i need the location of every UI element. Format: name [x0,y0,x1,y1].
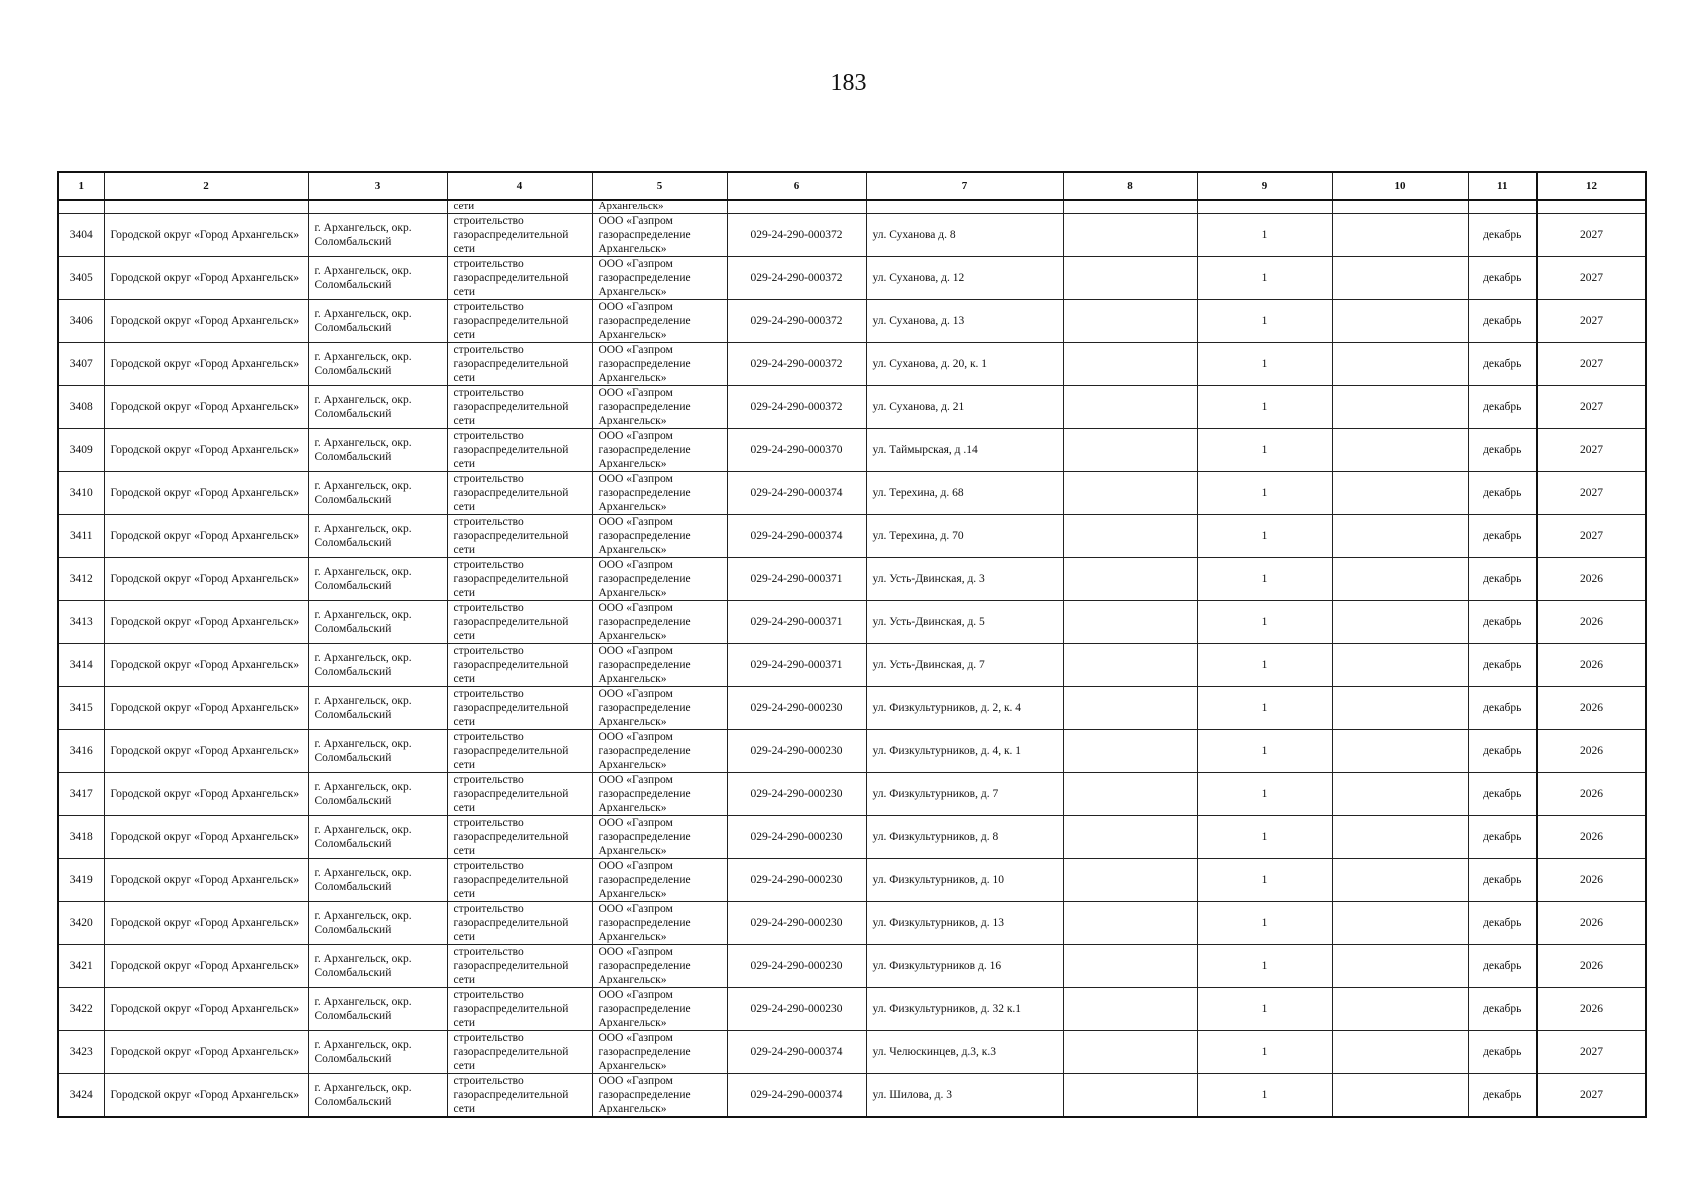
cell-location: г. Архангельск, окр. Соломбальский [308,343,447,386]
cell-district: Городской округ «Город Архангельск» [104,687,308,730]
cell-col8 [1063,257,1197,300]
table-row [58,902,1646,945]
cell-quantity: 1 [1197,386,1332,429]
cell-col10 [1332,515,1468,558]
cell-work: строительство газораспределительной сети [447,816,592,859]
column-header: 12 [1537,172,1646,200]
cell-number: 3412 [58,558,104,601]
cell-work: строительство газораспределительной сети [447,257,592,300]
cell-address: ул. Суханова, д. 21 [866,386,1063,429]
cell-work: строительство газораспределительной сети [447,515,592,558]
column-header: 1 [58,172,104,200]
cell-location: г. Архангельск, окр. Соломбальский [308,730,447,773]
cell-work: строительство газораспределительной сети [447,1074,592,1118]
cell-col10 [1332,214,1468,257]
cell-district: Городской округ «Город Архангельск» [104,257,308,300]
cell-work: строительство газораспределительной сети [447,988,592,1031]
cell-year: 2027 [1537,257,1646,300]
cell-location: г. Архангельск, окр. Соломбальский [308,988,447,1031]
cell-location: г. Архангельск, окр. Соломбальский [308,214,447,257]
cell-col10 [1332,386,1468,429]
column-header: 8 [1063,172,1197,200]
cell-year: 2027 [1537,1074,1646,1118]
cell-code: 029-24-290-000230 [727,945,866,988]
cell-quantity: 1 [1197,601,1332,644]
cell-quantity: 1 [1197,214,1332,257]
cell-col10 [1332,730,1468,773]
cell-quantity: 1 [1197,687,1332,730]
cell-number: 3413 [58,601,104,644]
cell-code: 029-24-290-000371 [727,644,866,687]
cell-location: г. Архангельск, окр. Соломбальский [308,558,447,601]
cell-location: г. Архангельск, окр. Соломбальский [308,601,447,644]
cell-col10 [1332,558,1468,601]
cell-org: ООО «Газпром газораспределение Архангельск» [592,644,727,687]
cell-month: декабрь [1468,859,1537,902]
cell-location: г. Архангельск, окр. Соломбальский [308,1031,447,1074]
cell-number: 3423 [58,1031,104,1074]
column-header: 10 [1332,172,1468,200]
table-row [58,558,1646,601]
cell-number: 3424 [58,1074,104,1118]
cell-code: 029-24-290-000230 [727,988,866,1031]
cell-col8 [1063,816,1197,859]
cell-district: Городской округ «Город Архангельск» [104,988,308,1031]
cell-work: строительство газораспределительной сети [447,859,592,902]
cell-col8 [1063,214,1197,257]
cell-address: ул. Усть-Двинская, д. 3 [866,558,1063,601]
cell-year: 2027 [1537,1031,1646,1074]
cell-year: 2026 [1537,558,1646,601]
cell-year: 2027 [1537,386,1646,429]
cell-number: 3406 [58,300,104,343]
table-row [58,601,1646,644]
cell-col10 [1332,644,1468,687]
cell-year: 2027 [1537,300,1646,343]
cell-number: 3414 [58,644,104,687]
cell-district: Городской округ «Город Архангельск» [104,816,308,859]
cell-year: 2026 [1537,816,1646,859]
cell-district: Городской округ «Город Архангельск» [104,945,308,988]
cell-number: 3409 [58,429,104,472]
cell-org: ООО «Газпром газораспределение Архангельск» [592,687,727,730]
cell-col10 [1332,773,1468,816]
cell-org: ООО «Газпром газораспределение Архангельск» [592,945,727,988]
table-row [58,859,1646,902]
table-row [58,1074,1646,1118]
cell-district: Городской округ «Город Архангельск» [104,601,308,644]
cell-code: 029-24-290-000372 [727,343,866,386]
cell-code: 029-24-290-000374 [727,515,866,558]
cell-location: г. Архангельск, окр. Соломбальский [308,1074,447,1118]
table-row [58,343,1646,386]
table-row [58,214,1646,257]
cell-col8 [1063,601,1197,644]
cell-quantity: 1 [1197,945,1332,988]
cell-district: Городской округ «Город Архангельск» [104,1074,308,1118]
cell-district: Городской округ «Город Архангельск» [104,429,308,472]
cell-code: 029-24-290-000230 [727,687,866,730]
table-row [58,1031,1646,1074]
cell-month: декабрь [1468,300,1537,343]
cell-org: ООО «Газпром газораспределение Архангельск» [592,730,727,773]
cell-col8 [1063,945,1197,988]
cell-number: 3407 [58,343,104,386]
cell-location: г. Архангельск, окр. Соломбальский [308,386,447,429]
cell-month: декабрь [1468,687,1537,730]
cell-address: ул. Физкультурников, д. 2, к. 4 [866,687,1063,730]
cell-quantity: 1 [1197,1074,1332,1118]
cell-org: ООО «Газпром газораспределение Архангельск» [592,773,727,816]
cell-work: строительство газораспределительной сети [447,601,592,644]
cell-year: 2027 [1537,343,1646,386]
cell-col8 [1063,343,1197,386]
cell-org: ООО «Газпром газораспределение Архангельск» [592,988,727,1031]
cell-col10 [1332,300,1468,343]
cell-quantity: 1 [1197,816,1332,859]
cell-org: ООО «Газпром газораспределение Архангельск» [592,1031,727,1074]
cell-work: строительство газораспределительной сети [447,558,592,601]
cell-col10 [1332,472,1468,515]
cell-district: Городской округ «Город Архангельск» [104,472,308,515]
cell-month: декабрь [1468,730,1537,773]
cell-col8 [1063,988,1197,1031]
cell-district: Городской округ «Город Архангельск» [104,300,308,343]
cell-work: строительство газораспределительной сети [447,945,592,988]
table-row [58,429,1646,472]
cell-code: 029-24-290-000230 [727,816,866,859]
column-header: 4 [447,172,592,200]
cell-address: ул. Физкультурников, д. 8 [866,816,1063,859]
cell-number: 3415 [58,687,104,730]
continuation-row [58,200,1646,214]
column-header: 6 [727,172,866,200]
cell-code: 029-24-290-000372 [727,214,866,257]
cell-district: Городской округ «Город Архангельск» [104,386,308,429]
cell-org: ООО «Газпром газораспределение Архангельск» [592,429,727,472]
cell-location: г. Архангельск, окр. Соломбальский [308,644,447,687]
cell-address: ул. Суханова, д. 13 [866,300,1063,343]
data-table [57,171,1647,1118]
cell-location: г. Архангельск, окр. Соломбальский [308,945,447,988]
cell-year: 2027 [1537,472,1646,515]
column-header: 2 [104,172,308,200]
cell-location: г. Архангельск, окр. Соломбальский [308,429,447,472]
cell-org: ООО «Газпром газораспределение Архангельск» [592,558,727,601]
cell-code: 029-24-290-000372 [727,257,866,300]
cell-address: ул. Терехина, д. 68 [866,472,1063,515]
cell-col8 [1063,429,1197,472]
cell-col10 [1332,601,1468,644]
table-row [58,773,1646,816]
cell-address: ул. Физкультурников, д. 13 [866,902,1063,945]
cell-work: строительство газораспределительной сети [447,472,592,515]
cell-org: ООО «Газпром газораспределение Архангельск» [592,601,727,644]
table-row [58,515,1646,558]
cell-work: строительство газораспределительной сети [447,300,592,343]
cell-code: 029-24-290-000230 [727,773,866,816]
page-number: 183 [830,70,867,96]
cell-address: ул. Физкультурников, д. 10 [866,859,1063,902]
cell-location: г. Архангельск, окр. Соломбальский [308,816,447,859]
header-row [58,172,1646,200]
cell-quantity: 1 [1197,300,1332,343]
column-header: 7 [866,172,1063,200]
cell-month: декабрь [1468,386,1537,429]
cell-quantity: 1 [1197,429,1332,472]
cell-col8 [1063,773,1197,816]
cell-month: декабрь [1468,902,1537,945]
cell-district: Городской округ «Город Архангельск» [104,214,308,257]
cell-month: декабрь [1468,257,1537,300]
cell-code: 029-24-290-000230 [727,730,866,773]
cell-code: 029-24-290-000374 [727,472,866,515]
cell-number: 3420 [58,902,104,945]
cell-code: 029-24-290-000372 [727,300,866,343]
cell-col10 [1332,816,1468,859]
cell-year: 2026 [1537,859,1646,902]
cell-quantity: 1 [1197,472,1332,515]
cell-address: ул. Усть-Двинская, д. 7 [866,644,1063,687]
cell-work: строительство газораспределительной сети [447,1031,592,1074]
cell-location: г. Архангельск, окр. Соломбальский [308,773,447,816]
cell-quantity: 1 [1197,773,1332,816]
cell-org: ООО «Газпром газораспределение Архангельск» [592,257,727,300]
table-row [58,472,1646,515]
cell-year: 2026 [1537,644,1646,687]
table-row [58,644,1646,687]
cell-quantity: 1 [1197,988,1332,1031]
cell-month: декабрь [1468,558,1537,601]
cell-number: 3416 [58,730,104,773]
cell-work: строительство газораспределительной сети [447,644,592,687]
cell-year: 2026 [1537,773,1646,816]
cell-district: Городской округ «Город Архангельск» [104,644,308,687]
cell-org: ООО «Газпром газораспределение Архангельск» [592,300,727,343]
cell-address: ул. Терехина, д. 70 [866,515,1063,558]
cell-col10 [1332,687,1468,730]
cell-address: ул. Суханова, д. 12 [866,257,1063,300]
cell-col10 [1332,1031,1468,1074]
cell-number: 3410 [58,472,104,515]
cell-work: строительство газораспределительной сети [447,902,592,945]
cell-work: строительство газораспределительной сети [447,429,592,472]
cell-col8 [1063,644,1197,687]
table-row [58,988,1646,1031]
cell-location: г. Архангельск, окр. Соломбальский [308,859,447,902]
cell-quantity: 1 [1197,859,1332,902]
cell-org: ООО «Газпром газораспределение Архангельск» [592,343,727,386]
cell-col8 [1063,1031,1197,1074]
cell-work: строительство газораспределительной сети [447,730,592,773]
table-row [58,816,1646,859]
cell-code: 029-24-290-000230 [727,859,866,902]
cell-number: 3411 [58,515,104,558]
cell-year: 2027 [1537,429,1646,472]
cell-number: 3417 [58,773,104,816]
table-row [58,687,1646,730]
cell-year: 2027 [1537,515,1646,558]
cell-work: строительство газораспределительной сети [447,687,592,730]
cell-code: 029-24-290-000371 [727,558,866,601]
column-header: 3 [308,172,447,200]
cell-location: г. Архангельск, окр. Соломбальский [308,257,447,300]
column-header: 9 [1197,172,1332,200]
cell-org: ООО «Газпром газораспределение Архангельск» [592,816,727,859]
cell-number: 3405 [58,257,104,300]
cell-org: ООО «Газпром газораспределение Архангельск» [592,472,727,515]
cell-col8 [1063,859,1197,902]
cell-col10 [1332,945,1468,988]
cell-location: г. Архангельск, окр. Соломбальский [308,515,447,558]
cell-location: г. Архангельск, окр. Соломбальский [308,902,447,945]
cell-col10 [1332,902,1468,945]
table-row [58,386,1646,429]
cell-number: 3418 [58,816,104,859]
cell-address: ул. Физкультурников, д. 4, к. 1 [866,730,1063,773]
cell-org: ООО «Газпром газораспределение Архангельск» [592,1074,727,1118]
cell-number: 3404 [58,214,104,257]
cell-col8 [1063,558,1197,601]
cell-month: декабрь [1468,644,1537,687]
cell-work: сети [447,200,592,214]
cell-month: декабрь [1468,214,1537,257]
cell-quantity: 1 [1197,515,1332,558]
cell-org: ООО «Газпром газораспределение Архангельск» [592,859,727,902]
cell-col8 [1063,687,1197,730]
cell-district: Городской округ «Город Архангельск» [104,902,308,945]
cell-address: ул. Физкультурников, д. 32 к.1 [866,988,1063,1031]
cell-location: г. Архангельск, окр. Соломбальский [308,687,447,730]
cell-number: 3421 [58,945,104,988]
cell-address: ул. Физкультурников д. 16 [866,945,1063,988]
cell-address: ул. Шилова, д. 3 [866,1074,1063,1118]
cell-district: Городской округ «Город Архангельск» [104,515,308,558]
cell-location: г. Архангельск, окр. Соломбальский [308,472,447,515]
cell-month: декабрь [1468,1031,1537,1074]
cell-col8 [1063,515,1197,558]
cell-quantity: 1 [1197,1031,1332,1074]
cell-code: 029-24-290-000371 [727,601,866,644]
cell-address: ул. Физкультурников, д. 7 [866,773,1063,816]
cell-district: Городской округ «Город Архангельск» [104,558,308,601]
cell-quantity: 1 [1197,730,1332,773]
cell-number: 3422 [58,988,104,1031]
table-row [58,730,1646,773]
cell-quantity: 1 [1197,343,1332,386]
cell-month: декабрь [1468,515,1537,558]
cell-col8 [1063,300,1197,343]
cell-col10 [1332,859,1468,902]
cell-work: строительство газораспределительной сети [447,773,592,816]
cell-work: строительство газораспределительной сети [447,386,592,429]
cell-year: 2027 [1537,214,1646,257]
cell-district: Городской округ «Город Архангельск» [104,730,308,773]
cell-address: ул. Усть-Двинская, д. 5 [866,601,1063,644]
cell-year: 2026 [1537,730,1646,773]
cell-col10 [1332,988,1468,1031]
cell-month: декабрь [1468,816,1537,859]
cell-org: Архангельск» [592,200,727,214]
cell-number: 3419 [58,859,104,902]
cell-code: 029-24-290-000370 [727,429,866,472]
cell-address: ул. Таймырская, д .14 [866,429,1063,472]
cell-quantity: 1 [1197,902,1332,945]
cell-quantity: 1 [1197,644,1332,687]
cell-address: ул. Суханова д. 8 [866,214,1063,257]
table-row [58,257,1646,300]
cell-work: строительство газораспределительной сети [447,214,592,257]
table-row [58,300,1646,343]
table-row [58,945,1646,988]
cell-month: декабрь [1468,601,1537,644]
cell-code: 029-24-290-000374 [727,1074,866,1118]
cell-col8 [1063,730,1197,773]
cell-month: декабрь [1468,945,1537,988]
cell-col8 [1063,902,1197,945]
cell-year: 2026 [1537,601,1646,644]
cell-col10 [1332,343,1468,386]
cell-code: 029-24-290-000372 [727,386,866,429]
cell-month: декабрь [1468,773,1537,816]
cell-col10 [1332,1074,1468,1118]
cell-col8 [1063,1074,1197,1118]
cell-code: 029-24-290-000230 [727,902,866,945]
cell-col10 [1332,429,1468,472]
cell-month: декабрь [1468,472,1537,515]
cell-col10 [1332,257,1468,300]
cell-number: 3408 [58,386,104,429]
cell-district: Городской округ «Город Архангельск» [104,343,308,386]
cell-work: строительство газораспределительной сети [447,343,592,386]
cell-address: ул. Суханова, д. 20, к. 1 [866,343,1063,386]
cell-org: ООО «Газпром газораспределение Архангельск» [592,515,727,558]
cell-address: ул. Челюскинцев, д.3, к.3 [866,1031,1063,1074]
column-header: 5 [592,172,727,200]
cell-month: декабрь [1468,343,1537,386]
cell-year: 2026 [1537,945,1646,988]
column-header: 11 [1468,172,1537,200]
cell-code: 029-24-290-000374 [727,1031,866,1074]
cell-month: декабрь [1468,988,1537,1031]
cell-district: Городской округ «Город Архангельск» [104,1031,308,1074]
cell-month: декабрь [1468,429,1537,472]
cell-year: 2026 [1537,988,1646,1031]
cell-quantity: 1 [1197,257,1332,300]
cell-location: г. Архангельск, окр. Соломбальский [308,300,447,343]
cell-org: ООО «Газпром газораспределение Архангельск» [592,214,727,257]
cell-month: декабрь [1468,1074,1537,1118]
cell-org: ООО «Газпром газораспределение Архангельск» [592,902,727,945]
cell-col8 [1063,472,1197,515]
cell-district: Городской округ «Город Архангельск» [104,773,308,816]
cell-quantity: 1 [1197,558,1332,601]
cell-col8 [1063,386,1197,429]
cell-year: 2026 [1537,902,1646,945]
cell-org: ООО «Газпром газораспределение Архангельск» [592,386,727,429]
cell-district: Городской округ «Город Архангельск» [104,859,308,902]
cell-year: 2026 [1537,687,1646,730]
